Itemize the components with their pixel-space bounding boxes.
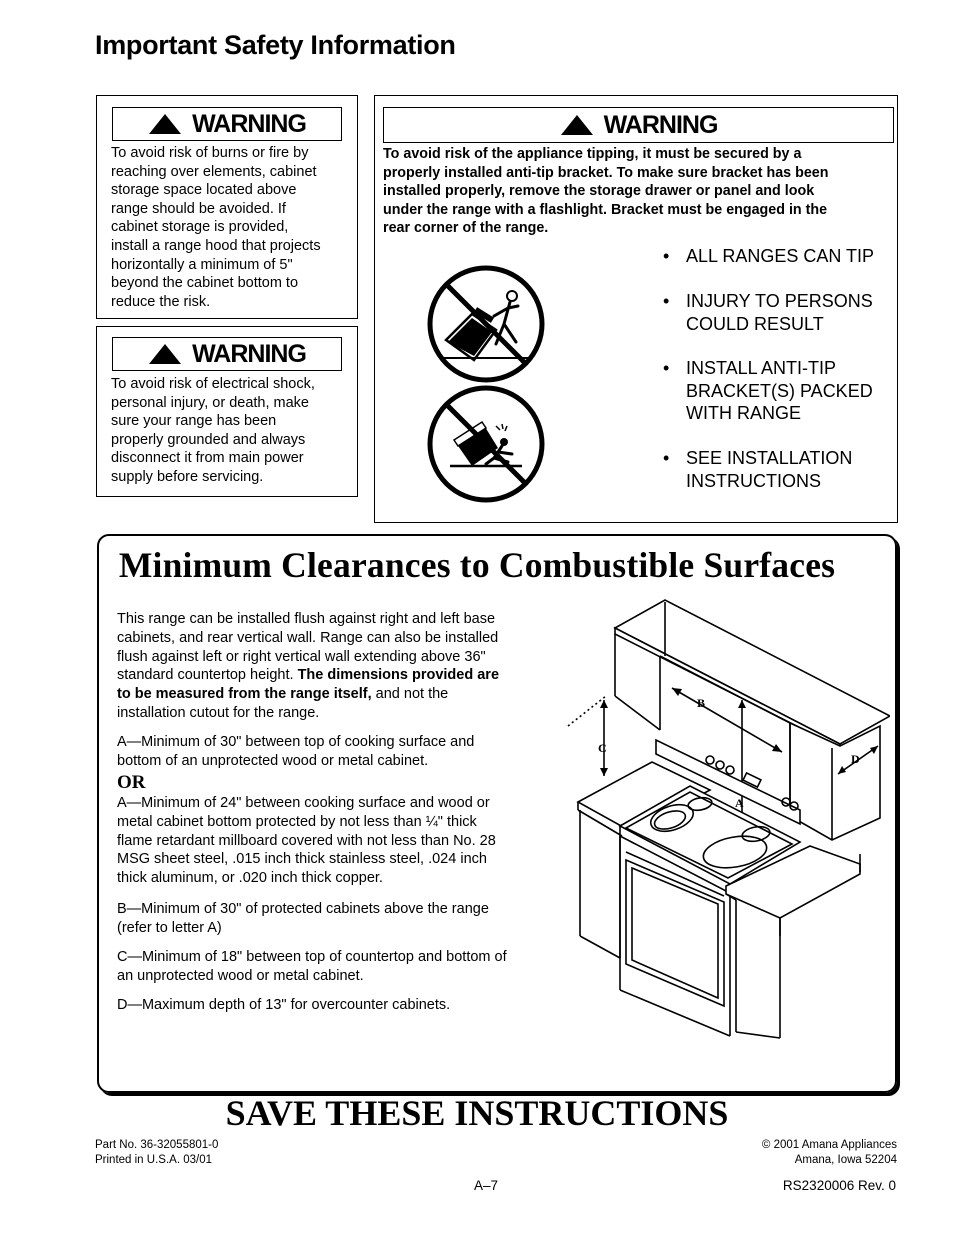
warning-label: WARNING	[192, 339, 306, 368]
clearance-a-30: A—Minimum of 30" between top of cooking surface and bottom of an unprotected wood or metal cabinet.	[117, 734, 475, 769]
page-title: Important Safety Information	[95, 30, 456, 60]
clearance-c: C—Minimum of 18" between top of countertop and bottom of an unprotected wood or metal cabinet.	[117, 949, 507, 984]
warning-triangle-icon	[148, 343, 182, 365]
warning-text-electrical: To avoid risk of electrical shock, personal injury, or death, make sure your range has been properly grounded and always disconnect it from main power supply before servicing.	[111, 376, 315, 485]
page-number: A–7	[474, 1178, 499, 1193]
diagram-label-b: B	[697, 696, 706, 710]
tip-over-child-icon	[424, 382, 548, 506]
clearance-b: B—Minimum of 30" of protected cabinets above the range (refer to letter A)	[117, 901, 489, 936]
tip-over-person-icon	[424, 262, 548, 386]
warning-banner	[112, 337, 342, 371]
warning-label: WARNING	[603, 110, 718, 139]
document-code: RS2320006 Rev. 0	[782, 1178, 896, 1193]
clearances-title: Minimum Clearances to Combustible Surfaces	[118, 545, 836, 585]
or-label: OR	[117, 772, 146, 793]
diagram-label-d: D	[851, 752, 860, 766]
warning-triangle-icon	[560, 114, 594, 136]
clearance-a-24: A—Minimum of 24" between cooking surface and wood or metal cabinet bottom protected by not less than ¼" thick flame retardant millboard covered with not less than No. 28 MSG sheet steel, .015 inch thick stainless steel, .024 inch thick aluminum, or .020 inch thick copper.	[117, 795, 496, 887]
warning-banner	[112, 107, 342, 141]
diagram-label-a: A	[735, 796, 744, 810]
warning-label: WARNING	[192, 109, 306, 138]
clearances-intro: This range can be installed flush against right and left base cabinets, and rear vertical wall. Range can also be installed flush against left or right vertical wall extending above 36" standard countertop height. The dimensions provided are to be measured from the range itself, and not the installation cutout for the range.	[117, 611, 500, 721]
range-clearance-diagram	[560, 596, 890, 1046]
diagram-label-c: C	[598, 741, 607, 755]
clearance-d: D—Maximum depth of 13" for overcounter cabinets.	[117, 997, 451, 1013]
footer-part-info: Part No. 36-32055801-0 Printed in U.S.A. 03/01	[95, 1139, 219, 1166]
warning-banner	[383, 107, 894, 143]
footer-copyright: © 2001 Amana Appliances Amana, Iowa 52204	[761, 1139, 897, 1166]
warning-text-burns: To avoid risk of burns or fire by reaching over elements, cabinet storage space located above range should be avoided. If cabinet storage is provided, install a range hood that projects horizontally a minimum of 5" beyond the cabinet bottom to reduce the risk.	[111, 145, 321, 310]
warning-text-tipping: To avoid risk of the appliance tipping, it must be secured by a properly installed anti-tip bracket. To make sure bracket has been installed properly, remove the storage drawer or panel and look under the range with a flashlight. Bracket must be engaged in the rear corner of the range.	[383, 146, 829, 237]
save-instructions-heading: SAVE THESE INSTRUCTIONS	[225, 1093, 729, 1133]
warning-triangle-icon	[148, 113, 182, 135]
